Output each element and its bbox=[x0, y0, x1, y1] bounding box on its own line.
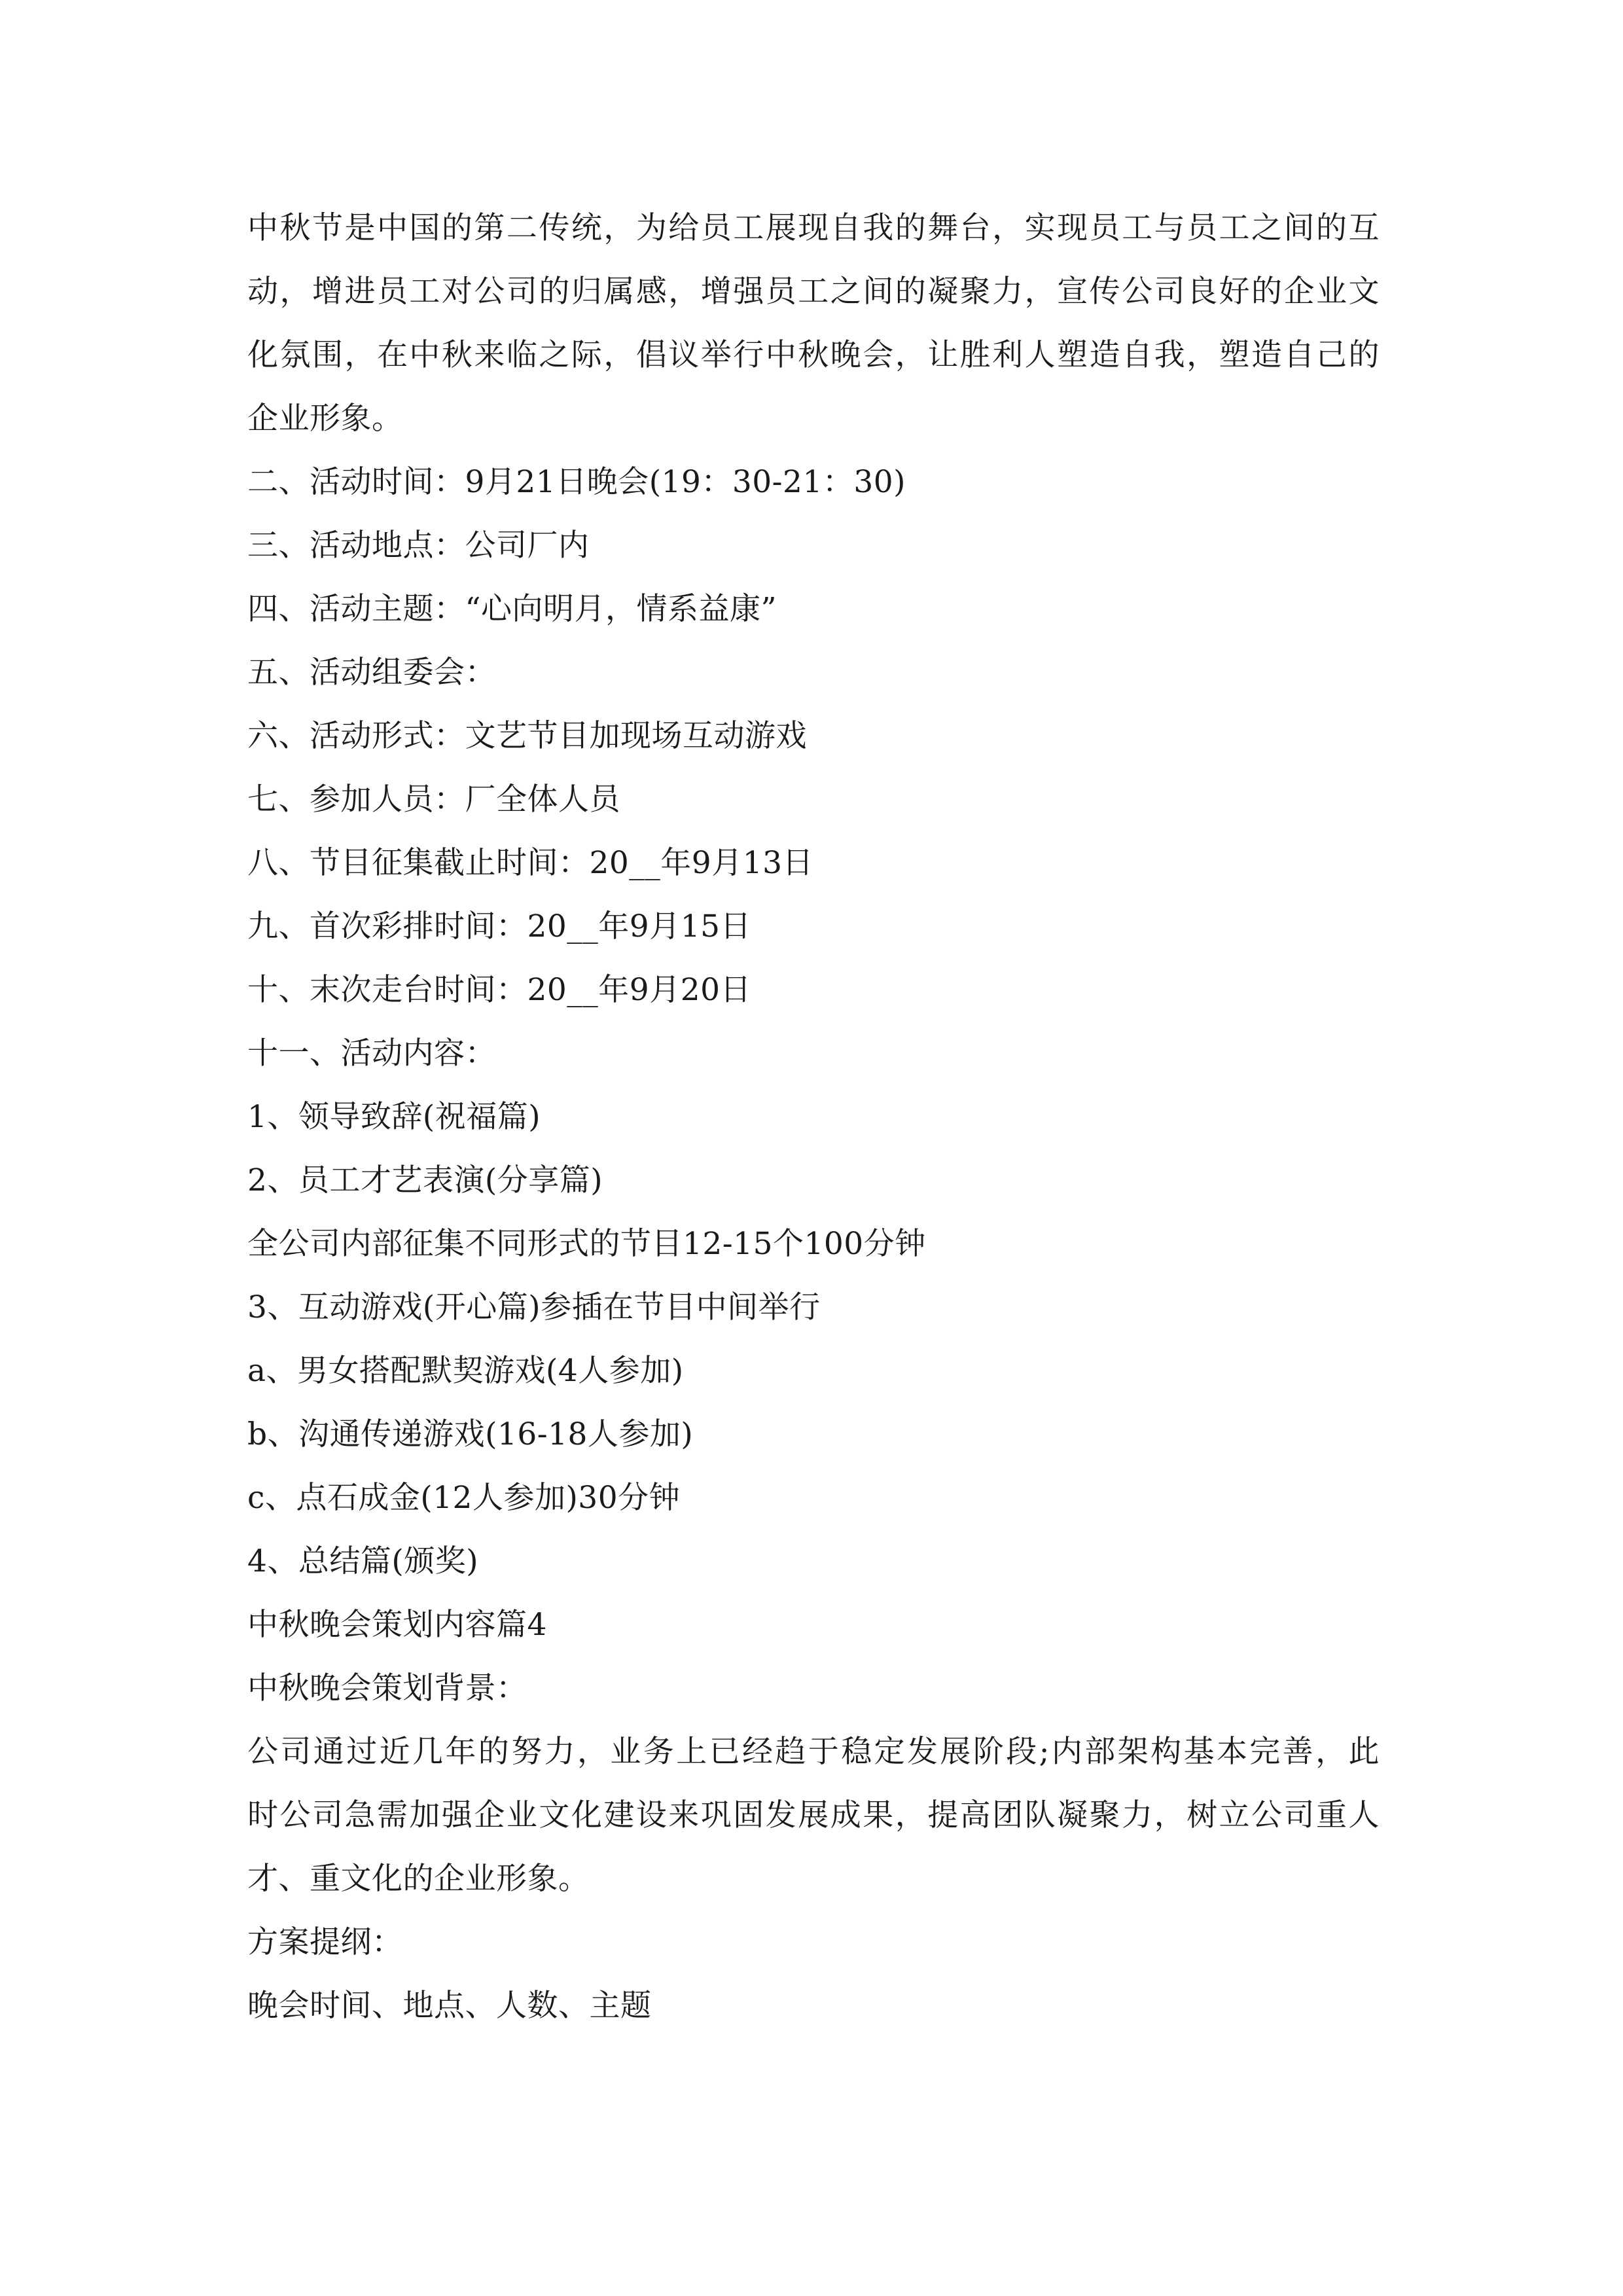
paragraph-line: 时公司急需加强企业文化建设来巩固发展成果，提高团队凝聚力，树立公司重人 bbox=[247, 1797, 1380, 1833]
list-item: b、沟通传递游戏(16-18人参加) bbox=[247, 1416, 694, 1452]
list-item: a、男女搭配默契游戏(4人参加) bbox=[247, 1353, 684, 1389]
section-line: 七、参加人员：厂全体人员 bbox=[247, 781, 620, 817]
list-item: 3、互动游戏(开心篇)参插在节目中间举行 bbox=[247, 1289, 821, 1325]
paragraph-line: 晚会时间、地点、人数、主题 bbox=[247, 1988, 652, 2024]
heading: 中秋晚会策划内容篇4 bbox=[247, 1607, 547, 1643]
section-line: 十、末次走台时间：20__年9月20日 bbox=[247, 972, 752, 1008]
document-body bbox=[247, 196, 1380, 2037]
list-item: 4、总结篇(颁奖) bbox=[247, 1543, 479, 1579]
section-line: 二、活动时间：9月21日晚会(19：30-21：30) bbox=[247, 464, 906, 500]
section-line: 六、活动形式：文艺节目加现场互动游戏 bbox=[247, 718, 807, 754]
paragraph-line: 化氛围，在中秋来临之际，倡议举行中秋晚会，让胜利人塑造自我，塑造自己的 bbox=[247, 337, 1380, 373]
paragraph-line: 动，增进员工对公司的归属感，增强员工之间的凝聚力，宣传公司良好的企业文 bbox=[247, 274, 1380, 310]
section-line: 五、活动组委会： bbox=[247, 655, 496, 691]
section-line: 九、首次彩排时间：20__年9月15日 bbox=[247, 908, 752, 944]
paragraph-line: 公司通过近几年的努力，业务上已经趋于稳定发展阶段;内部架构基本完善，此 bbox=[247, 1734, 1380, 1770]
section-line: 十一、活动内容： bbox=[247, 1035, 496, 1071]
section-line: 三、活动地点：公司厂内 bbox=[247, 528, 590, 564]
list-item: 2、员工才艺表演(分享篇) bbox=[247, 1162, 603, 1198]
paragraph-line: 中秋节是中国的第二传统，为给员工展现自我的舞台，实现员工与员工之间的互 bbox=[247, 210, 1380, 246]
section-line: 八、节目征集截止时间：20__年9月13日 bbox=[247, 845, 814, 881]
paragraph-line: 企业形象。 bbox=[247, 401, 403, 437]
list-item: c、点石成金(12人参加)30分钟 bbox=[247, 1480, 681, 1516]
paragraph-line: 才、重文化的企业形象。 bbox=[247, 1861, 590, 1897]
paragraph-line: 全公司内部征集不同形式的节目12-15个100分钟 bbox=[247, 1226, 926, 1262]
subheading: 方案提纲： bbox=[247, 1924, 403, 1960]
subheading: 中秋晚会策划背景： bbox=[247, 1670, 527, 1706]
section-line: 四、活动主题：“心向明月，情系益康” bbox=[247, 591, 777, 627]
list-item: 1、领导致辞(祝福篇) bbox=[247, 1099, 541, 1135]
